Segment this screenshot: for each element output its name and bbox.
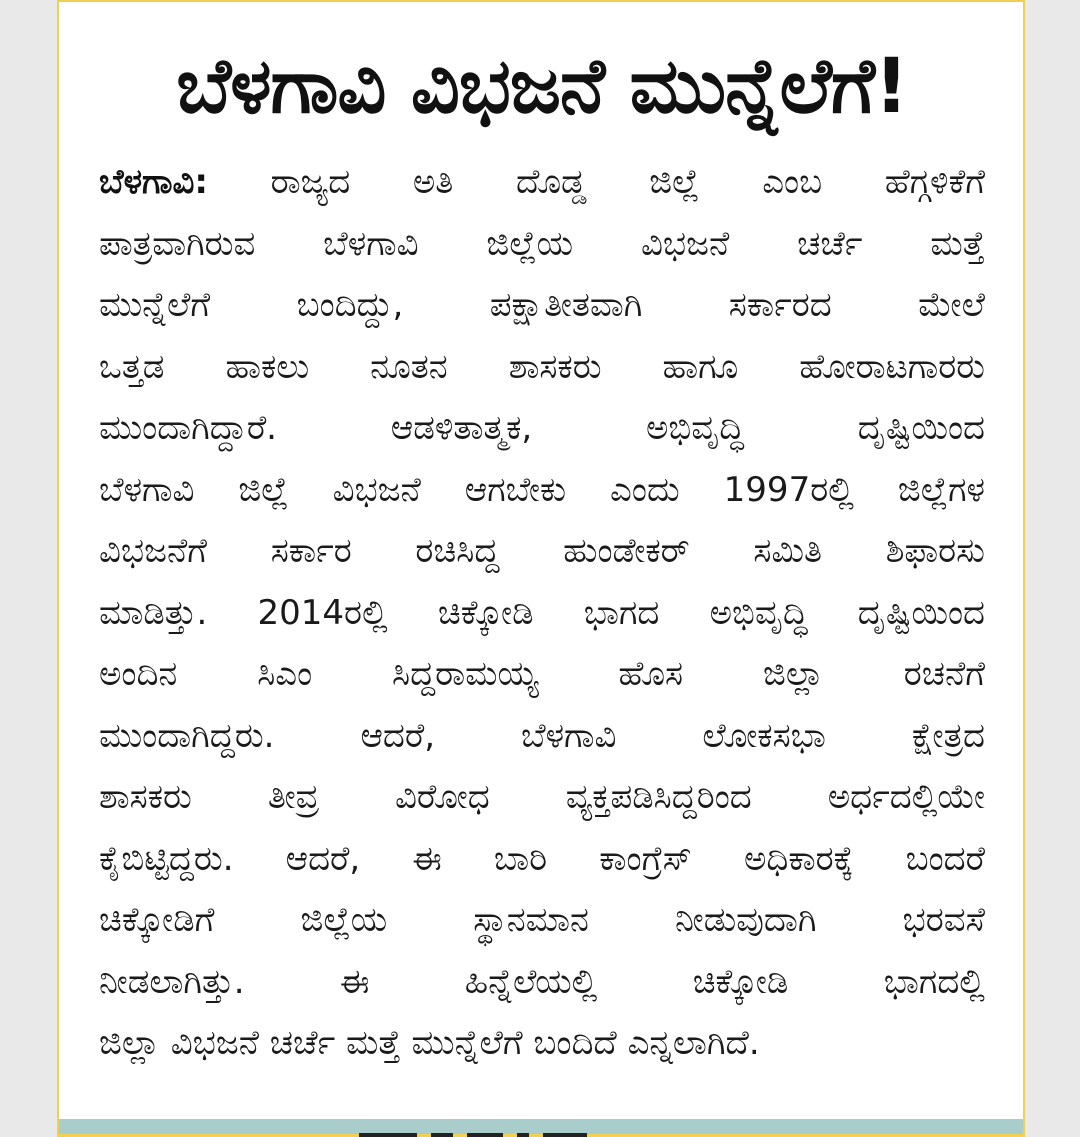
article-line-2: ಪಾತ್ರವಾಗಿರುವ ಬೆಳಗಾವಿ ಜಿಲ್ಲೆಯ ವಿಭಜನೆ ಚರ್ಚೆ ಮತ್ತೆ	[99, 223, 985, 264]
article-line-5: ಮುಂದಾಗಿದ್ದಾರೆ. ಆಡಳಿತಾತ್ಮಕ, ಅಭಿವೃದ್ಧಿ ದೃಷ್ಟಿಯಿಂದ	[99, 408, 985, 448]
article-line-14: ನೀಡಲಾಗಿತ್ತು. ಈ ಹಿನ್ನೆಲೆಯಲ್ಲಿ ಚಿಕ್ಕೋಡಿ ಭಾಗದಲ್ಲಿ	[99, 961, 985, 1002]
article-line-7: ವಿಭಜನೆಗೆ ಸರ್ಕಾರ ರಚಿಸಿದ್ದ ಹುಂಡೇಕರ್ ಸಮಿತಿ ಶಿಫಾರಸು	[99, 531, 985, 571]
article-line-4: ಒತ್ತಡ ಹಾಕಲು ನೂತನ ಶಾಸಕರು ಹಾಗೂ ಹೋರಾಟಗಾರರು	[99, 346, 985, 387]
newspaper-clipping	[57, 0, 1025, 1137]
dateline: ಬೆಳಗಾವಿ:	[99, 162, 208, 202]
article-line-3: ಮುನ್ನೆಲೆಗೆ ಬಂದಿದ್ದು, ಪಕ್ಷಾತೀತವಾಗಿ ಸರ್ಕಾರದ ಮೇಲೆ	[99, 285, 985, 325]
article-line-1	[99, 152, 985, 214]
article-line-12: ಕೈಬಿಟ್ಟಿದ್ದರು. ಆದರೆ, ಈ ಬಾರಿ ಕಾಂಗ್ರೆಸ್ ಅಧಿಕಾರಕ್ಕೆ ಬಂದರೆ	[99, 838, 985, 879]
article-line-13: ಚಿಕ್ಕೋಡಿಗೆ ಜಿಲ್ಲೆಯ ಸ್ಥಾನಮಾನ ನೀಡುವುದಾಗಿ ಭರವಸೆ	[99, 900, 985, 940]
footer-text-fragment	[359, 1133, 679, 1137]
article-body	[99, 152, 985, 1075]
article-line-1-text: ರಾಜ್ಯದ ಅತಿ ದೊಡ್ಡ ಜಿಲ್ಲೆ ಎಂಬ ಹೆಗ್ಗಳಿಕೆಗೆ	[207, 162, 985, 202]
article-line-8: ಮಾಡಿತ್ತು. 2014ರಲ್ಲಿ ಚಿಕ್ಕೋಡಿ ಭಾಗದ ಅಭಿವೃದ್ಧಿ ದೃಷ್ಟಿಯಿಂದ	[99, 592, 985, 633]
headline: ಬೆಳಗಾವಿ ವಿಭಜನೆ ಮುನ್ನೆಲೆಗೆ!	[176, 41, 908, 130]
article-line-9: ಅಂದಿನ ಸಿಎಂ ಸಿದ್ದರಾಮಯ್ಯ ಹೊಸ ಜಿಲ್ಲಾ ರಚನೆಗೆ	[99, 654, 985, 694]
article-line-11: ಶಾಸಕರು ತೀವ್ರ ವಿರೋಧ ವ್ಯಕ್ತಪಡಿಸಿದ್ದರಿಂದ ಅರ್ಧದಲ್ಲಿಯೇ	[99, 777, 985, 817]
article-line-10: ಮುಂದಾಗಿದ್ದರು. ಆದರೆ, ಬೆಳಗಾವಿ ಲೋಕಸಭಾ ಕ್ಷೇತ್ರದ	[99, 715, 985, 756]
article-line-15: ಜಿಲ್ಲಾ ವಿಭಜನೆ ಚರ್ಚೆ ಮತ್ತೆ ಮುನ್ನೆಲೆಗೆ ಬಂದಿದೆ ಎನ್ನಲಾಗಿದೆ.	[99, 1023, 760, 1063]
article-line-6: ಬೆಳಗಾವಿ ಜಿಲ್ಲೆ ವಿಭಜನೆ ಆಗಬೇಕು ಎಂದು 1997ರಲ್ಲಿ ಜಿಲ್ಲೆಗಳ	[99, 469, 985, 510]
